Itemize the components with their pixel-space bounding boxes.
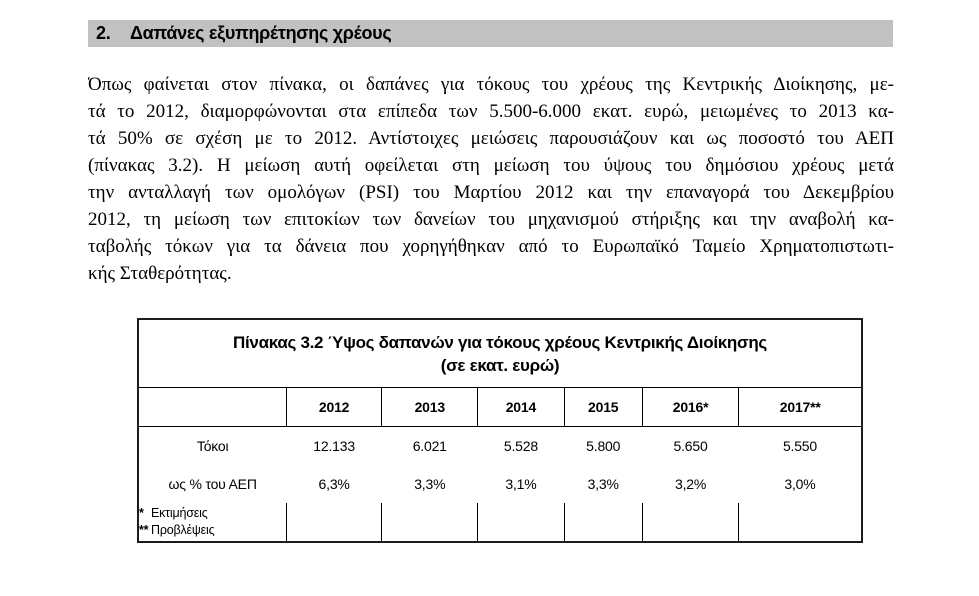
table-row bbox=[139, 465, 861, 503]
table-cell: 6,3% bbox=[318, 476, 350, 492]
row-label: Τόκοι bbox=[196, 438, 229, 454]
table-col-header: 2016* bbox=[642, 388, 739, 427]
table-cell: 3,1% bbox=[505, 476, 537, 492]
table-col-header: 2015 bbox=[564, 388, 642, 427]
paragraph-line: ταβολής τόκων για τα δάνεια που χορηγήθηκαν από το Ευρωπαϊκό Ταμείο Χρηματοπιστωτι- bbox=[88, 236, 894, 257]
footnote-projections bbox=[139, 522, 214, 539]
section-heading bbox=[88, 20, 893, 47]
footnote-estimates bbox=[139, 505, 214, 522]
footnote-marker: ** bbox=[139, 523, 149, 537]
table-bottom-ticks bbox=[139, 503, 861, 541]
paragraph-line: την ανταλλαγή των ομολόγων (PSI) του Μαρτίου 2012 και την επαναγορά του Δεκεμβρίου bbox=[88, 182, 894, 203]
table-cell: 3,0% bbox=[784, 476, 816, 492]
table-title-line1: Πίνακας 3.2 Ύψος δαπανών για τόκους χρέους Κεντρικής Διοίκησης bbox=[233, 333, 767, 352]
table-cell: 3,3% bbox=[414, 476, 446, 492]
footnote-text: Εκτιμήσεις bbox=[151, 506, 208, 520]
paragraph-line: κής Σταθερότητας. bbox=[88, 263, 232, 284]
table-cell: 6.021 bbox=[412, 438, 447, 454]
table-cell: 3,2% bbox=[674, 476, 707, 492]
table-header-row bbox=[139, 388, 861, 427]
table-cell: 3,3% bbox=[587, 476, 619, 492]
paragraph-line: (πίνακας 3.2). Η μείωση αυτή οφείλεται στη μείωση του ύψους του δημόσιου χρέους μετά bbox=[88, 155, 894, 176]
table-title bbox=[139, 320, 861, 387]
table-corner-cell bbox=[139, 388, 286, 427]
table-col-header: 2017** bbox=[739, 388, 861, 427]
paragraph-line: τά 50% σε σχέση με το 2012. Αντίστοιχες μειώσεις παρουσιάζουν και ως ποσοστό του ΑΕΠ bbox=[88, 128, 894, 149]
body-paragraph bbox=[88, 71, 894, 287]
table-title-line2: (σε εκατ. ευρώ) bbox=[440, 356, 560, 375]
table-col-header: 2012 bbox=[286, 388, 382, 427]
footnote-text: Προβλέψεις bbox=[151, 523, 215, 537]
table-cell: 5.650 bbox=[673, 438, 708, 454]
paragraph-line: 2012, τη μείωση των επιτοκίων των δανείων του μηχανισμού στήριξης και την αναβολή κα- bbox=[88, 209, 894, 230]
table-cell: 5.528 bbox=[503, 438, 538, 454]
table-footnotes bbox=[139, 505, 214, 539]
table-cell: 5.800 bbox=[586, 438, 621, 454]
footnote-marker: * bbox=[139, 506, 144, 520]
table-col-header: 2013 bbox=[382, 388, 478, 427]
section-number: 2. bbox=[96, 23, 111, 43]
table-3-2 bbox=[137, 318, 863, 543]
table-col-header: 2014 bbox=[478, 388, 565, 427]
table-grid bbox=[139, 387, 861, 541]
row-label: ως % του ΑΕΠ bbox=[168, 476, 257, 492]
section-title: Δαπάνες εξυπηρέτησης χρέους bbox=[130, 23, 392, 43]
paragraph-line: τά το 2012, διαμορφώνονται στα επίπεδα των 5.500-6.000 εκατ. ευρώ, μειωμένες το 2013 κα- bbox=[88, 101, 894, 122]
table-row bbox=[139, 427, 861, 466]
table-cell: 12.133 bbox=[313, 438, 355, 454]
paragraph-line: Όπως φαίνεται στον πίνακα, οι δαπάνες για τόκους του χρέους της Κεντρικής Διοίκησης, με- bbox=[88, 74, 894, 95]
table-cell: 5.550 bbox=[782, 438, 817, 454]
